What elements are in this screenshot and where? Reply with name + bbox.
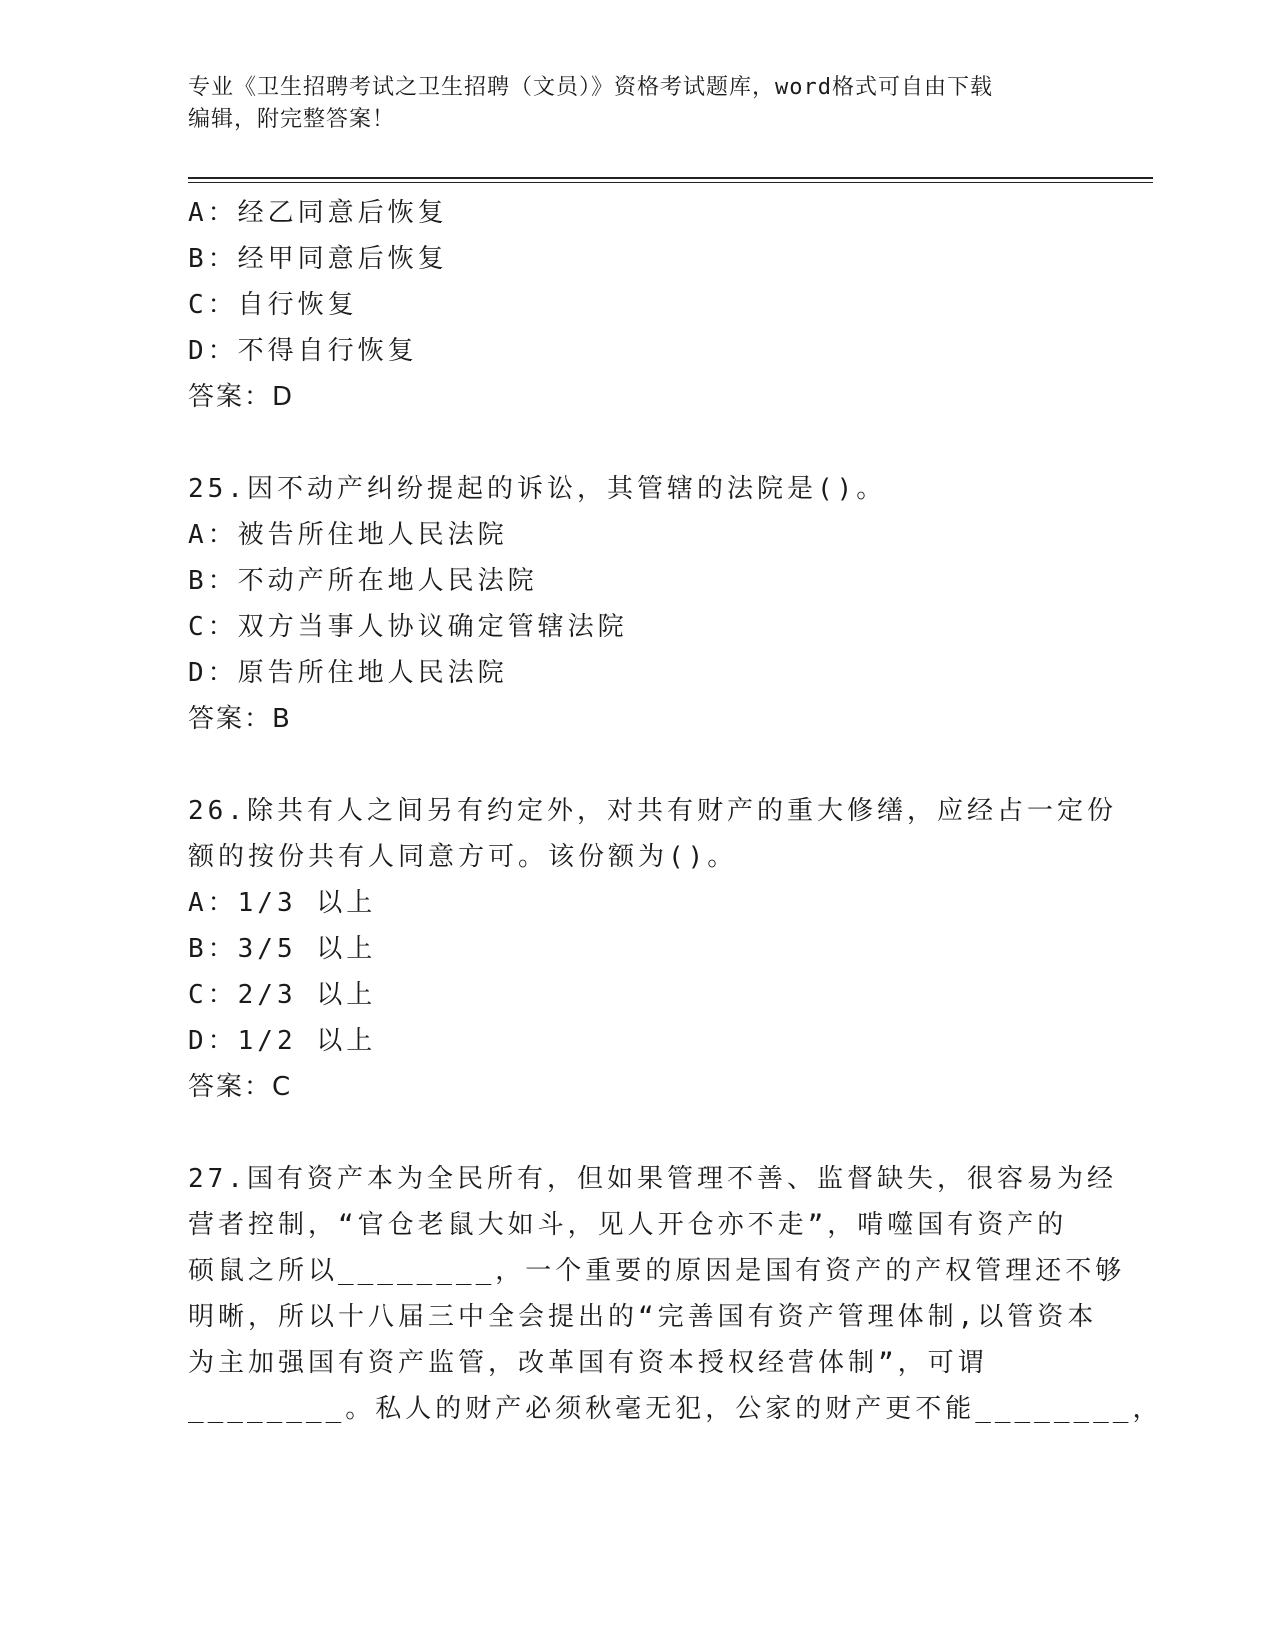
- option-b: B：3/5 以上: [188, 934, 377, 964]
- question-text: 为主加强国有资产监管，改革国有资本授权经营体制”，可谓: [188, 1348, 988, 1378]
- header-line-2: 编辑，附完整答案！: [188, 107, 396, 132]
- document-header: [188, 72, 1088, 136]
- option-b: B：经甲同意后恢复: [188, 244, 448, 274]
- option-b: B：不动产所在地人民法院: [188, 566, 538, 596]
- question-text: ________。私人的财产必须秋毫无犯，公家的财产更不能________，: [188, 1394, 1163, 1424]
- question-text: 27.国有资产本为全民所有，但如果管理不善、监督缺失，很容易为经: [188, 1164, 1117, 1194]
- question-text: 硕鼠之所以________，一个重要的原因是国有资产的产权管理还不够: [188, 1256, 1126, 1286]
- header-line-1: 专业《卫生招聘考试之卫生招聘（文员）》资格考试题库，word格式可自由下载: [188, 75, 993, 100]
- header-rule-thick: [188, 177, 1153, 179]
- answer: 答案：D: [188, 382, 295, 412]
- spacer: [188, 1110, 1088, 1156]
- question-27: [188, 1156, 1163, 1432]
- answer: 答案：B: [188, 704, 292, 734]
- option-c: C：双方当事人协议确定管辖法院: [188, 612, 628, 642]
- question-25: [188, 466, 1088, 742]
- question-text: 额的按份共有人同意方可。该份额为()。: [188, 842, 738, 872]
- option-a: A：被告所住地人民法院: [188, 520, 508, 550]
- question-text: 25.因不动产纠纷提起的诉讼，其管辖的法院是()。: [188, 474, 887, 504]
- option-d: D：1/2 以上: [188, 1026, 377, 1056]
- question-content: [188, 190, 1163, 1432]
- question-24: [188, 190, 1088, 420]
- answer: 答案：C: [188, 1072, 293, 1102]
- question-text: 26.除共有人之间另有约定外，对共有财产的重大修缮，应经占一定份: [188, 796, 1117, 826]
- question-text: 营者控制，“官仓老鼠大如斗，见人开仓亦不走”，啃噬国有资产的: [188, 1210, 1068, 1240]
- header-rule-thin: [188, 182, 1153, 183]
- option-c: C：自行恢复: [188, 290, 358, 320]
- spacer: [188, 420, 1088, 466]
- option-d: D：原告所住地人民法院: [188, 658, 508, 688]
- question-text: 明晰，所以十八届三中全会提出的“完善国有资产管理体制,以管资本: [188, 1302, 1098, 1332]
- option-a: A：1/3 以上: [188, 888, 377, 918]
- option-d: D：不得自行恢复: [188, 336, 418, 366]
- question-26: [188, 788, 1117, 1110]
- option-a: A：经乙同意后恢复: [188, 198, 448, 228]
- spacer: [188, 742, 1088, 788]
- option-c: C：2/3 以上: [188, 980, 377, 1010]
